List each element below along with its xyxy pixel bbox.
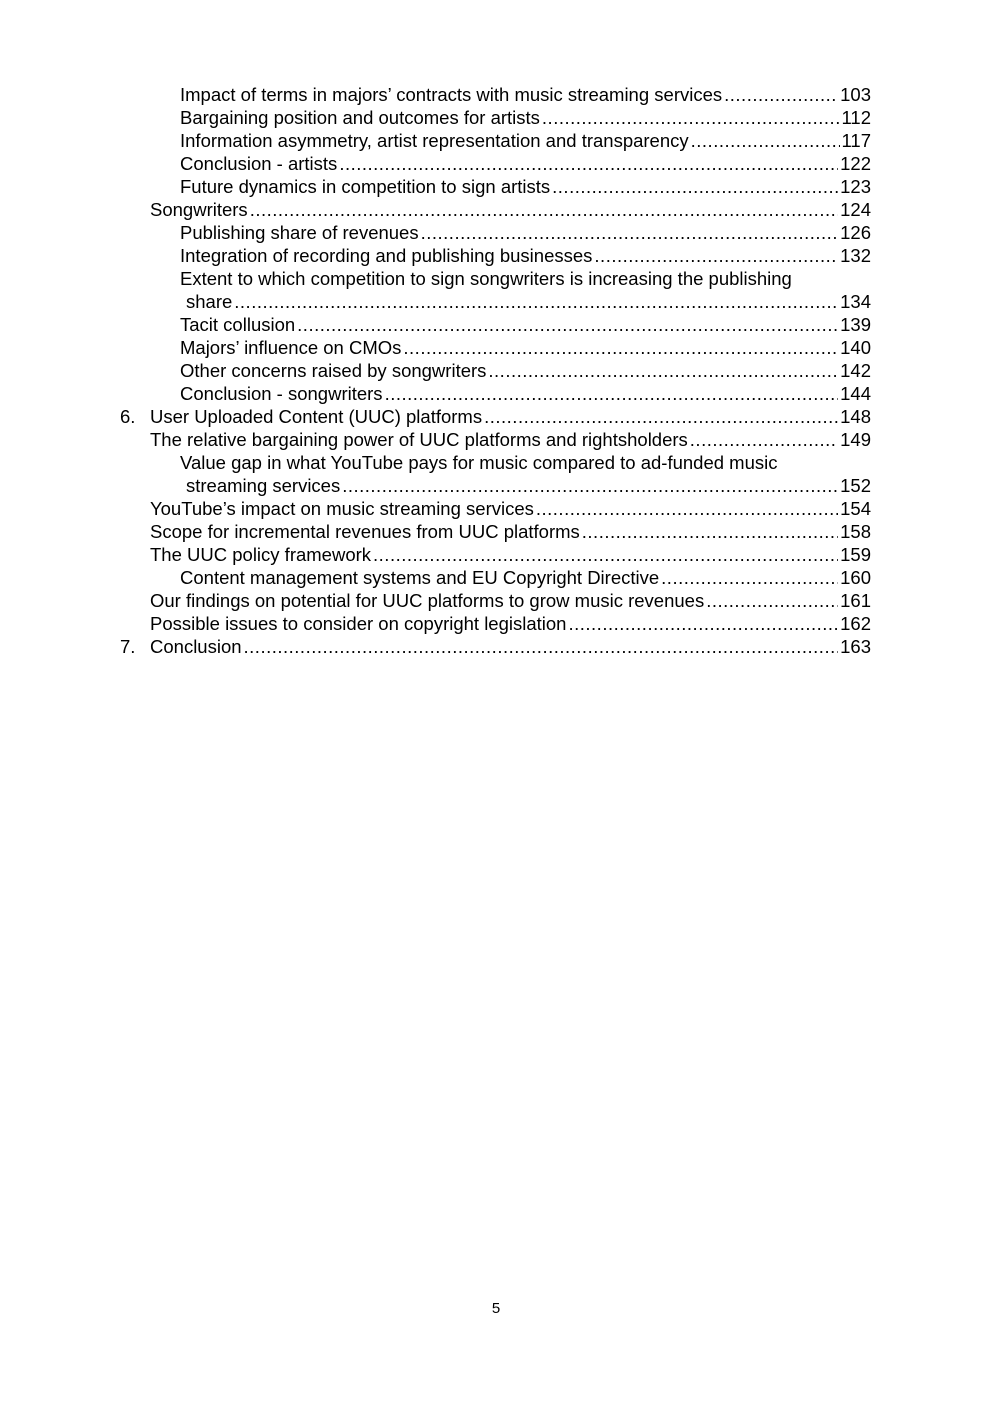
toc-entry-page: 161 [840, 590, 871, 611]
toc-entry[interactable] [116, 83, 871, 106]
dot-leader [542, 106, 840, 129]
toc-entry-page: 139 [840, 314, 871, 335]
toc-entry-title: Our findings on potential for UUC platforms to grow music revenues [150, 590, 705, 611]
toc-entry-page: 140 [840, 337, 871, 358]
toc-entry-page: 112 [841, 107, 871, 128]
toc-entry[interactable] [116, 267, 871, 313]
toc-entry[interactable] [116, 428, 871, 451]
dot-leader [373, 543, 838, 566]
toc-entry-title: Value gap in what YouTube pays for music compared to ad-funded music [180, 452, 778, 473]
toc-entry-page: 144 [840, 383, 871, 404]
toc-entry-title: Conclusion - artists [180, 153, 338, 174]
toc-entry-page: 149 [840, 429, 871, 450]
toc-entry-title: Integration of recording and publishing businesses [180, 245, 593, 266]
toc-entry-page: 123 [840, 176, 871, 197]
toc-entry-title: Bargaining position and outcomes for artists [180, 107, 540, 128]
toc-entry-page: 103 [840, 84, 871, 105]
toc-entry-page: 134 [840, 291, 871, 312]
dot-leader [706, 589, 838, 612]
toc-entry[interactable] [116, 313, 871, 336]
toc-entry-title: Possible issues to consider on copyright legislation [150, 613, 567, 634]
toc-entry-page: 162 [840, 613, 871, 634]
dot-leader [297, 313, 838, 336]
dot-leader [403, 336, 838, 359]
toc-entry[interactable] [116, 451, 871, 497]
dot-leader [421, 221, 839, 244]
toc-entry-title-continued: streaming services [186, 475, 341, 496]
dot-leader [594, 244, 838, 267]
toc-entry[interactable] [116, 175, 871, 198]
toc-entry[interactable] [116, 244, 871, 267]
dot-leader [339, 152, 838, 175]
toc-entry[interactable] [116, 152, 871, 175]
dot-leader [385, 382, 839, 405]
toc-entry-page: 159 [840, 544, 871, 565]
toc-entry[interactable] [116, 359, 871, 382]
toc-entry-page: 126 [840, 222, 871, 243]
toc-entry-title: Songwriters [150, 199, 248, 220]
toc-chapter-entry[interactable] [116, 405, 871, 428]
toc-entry-title: Majors’ influence on CMOs [180, 337, 402, 358]
toc-entry-page: 152 [840, 475, 871, 496]
dot-leader [724, 83, 838, 106]
dot-leader [661, 566, 838, 589]
toc-entry[interactable] [116, 221, 871, 244]
toc-entry[interactable] [116, 612, 871, 635]
toc-entry[interactable] [116, 198, 871, 221]
toc-entry-page: 122 [840, 153, 871, 174]
toc-chapter-entry[interactable] [116, 635, 871, 658]
toc-chapter-number: 6. [120, 406, 136, 427]
toc-entry-page: 132 [840, 245, 871, 266]
toc-entry-title: The UUC policy framework [150, 544, 372, 565]
toc-entry-title: Future dynamics in competition to sign artists [180, 176, 551, 197]
toc-entry-title: Conclusion - songwriters [180, 383, 383, 404]
page-number: 5 [491, 1300, 501, 1317]
dot-leader [536, 497, 838, 520]
toc-entry[interactable] [116, 336, 871, 359]
toc-entry[interactable] [116, 129, 871, 152]
toc-entry[interactable] [116, 106, 871, 129]
toc-entry[interactable] [116, 497, 871, 520]
dot-leader [250, 198, 838, 221]
toc-entry-title: Content management systems and EU Copyright Directive [180, 567, 660, 588]
toc-entry[interactable] [116, 589, 871, 612]
toc-entry-page: 148 [840, 406, 871, 427]
toc-entry-title-continued: share [186, 291, 233, 312]
toc-entry-title: User Uploaded Content (UUC) platforms [150, 406, 483, 427]
toc-entry-page: 160 [840, 567, 871, 588]
dot-leader [488, 359, 838, 382]
dot-leader [484, 405, 838, 428]
toc-entry-title: Other concerns raised by songwriters [180, 360, 487, 381]
toc-entry-title: The relative bargaining power of UUC platforms and rightsholders [150, 429, 688, 450]
toc-entry-page: 154 [840, 498, 871, 519]
toc-entry-title: Scope for incremental revenues from UUC platforms [150, 521, 580, 542]
toc-entry[interactable] [116, 382, 871, 405]
dot-leader [568, 612, 838, 635]
toc-entry-page: 142 [840, 360, 871, 381]
toc-chapter-number: 7. [120, 636, 136, 657]
toc-entry-page: 163 [840, 636, 871, 657]
toc-entry-title: Tacit collusion [180, 314, 296, 335]
dot-leader [552, 175, 838, 198]
table-of-contents [116, 83, 871, 658]
toc-entry-title: Conclusion [150, 636, 242, 657]
dot-leader [690, 428, 838, 451]
toc-entry-title: Extent to which competition to sign songwriters is increasing the publishing [180, 268, 792, 289]
toc-entry[interactable] [116, 520, 871, 543]
toc-entry-page: 158 [840, 521, 871, 542]
dot-leader [342, 474, 838, 497]
toc-entry[interactable] [116, 566, 871, 589]
toc-entry-page: 124 [840, 199, 871, 220]
toc-entry-page: 117 [841, 130, 871, 151]
toc-entry-title: Impact of terms in majors’ contracts with music streaming services [180, 84, 723, 105]
dot-leader [234, 290, 838, 313]
toc-entry-title: Publishing share of revenues [180, 222, 419, 243]
toc-entry-title: Information asymmetry, artist representation and transparency [180, 130, 689, 151]
dot-leader [582, 520, 838, 543]
dot-leader [244, 635, 839, 658]
toc-entry-title: YouTube’s impact on music streaming services [150, 498, 534, 519]
toc-entry[interactable] [116, 543, 871, 566]
dot-leader [691, 129, 840, 152]
